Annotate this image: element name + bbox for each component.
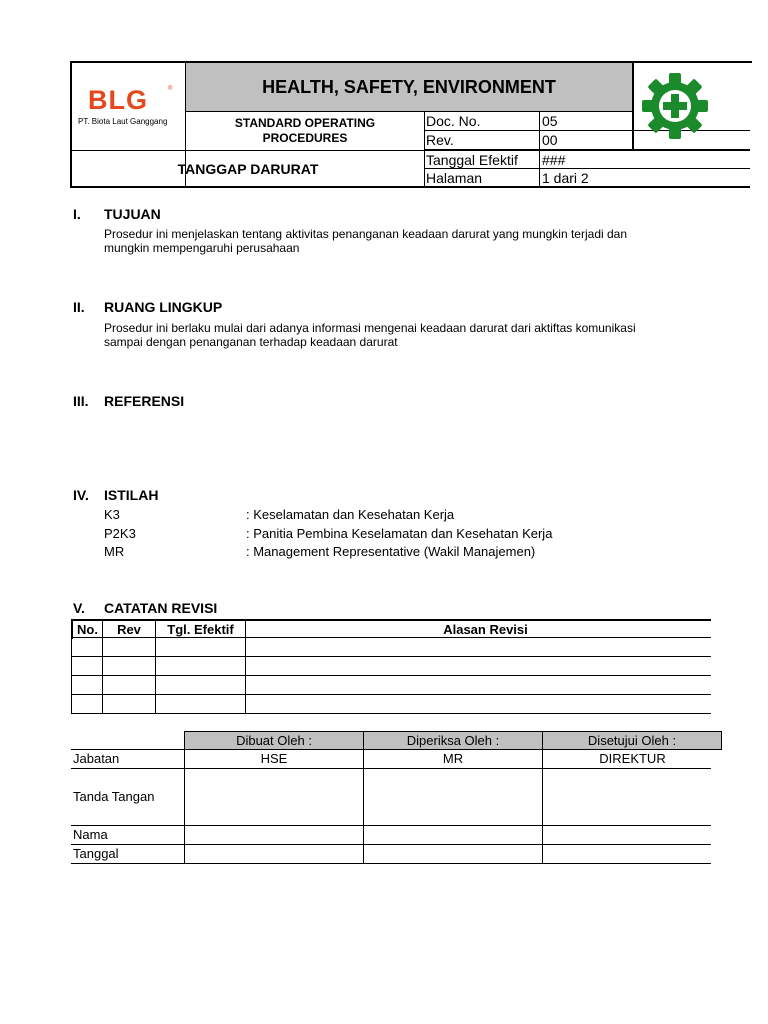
meta-key: Halaman xyxy=(425,169,540,187)
approval-row-tanggal xyxy=(71,845,711,864)
approval-row-nama xyxy=(71,826,711,845)
paragraph-line: Prosedur ini menjelaskan tentang aktivitas penanganan keadaan darurat yang mungkin terjadi dan xyxy=(104,227,628,241)
paragraph-line: Prosedur ini berlaku mulai dari adanya informasi mengenai keadaan darurat dari aktiftas komunikasi xyxy=(104,321,636,335)
safety-logo-cell xyxy=(632,61,752,150)
table-row xyxy=(71,657,711,676)
term-p2k3-definition: : Panitia Pembina Keselamatan dan Kesehatan Kerja xyxy=(246,526,553,541)
section-title: RUANG LINGKUP xyxy=(104,299,223,315)
section-number: I. xyxy=(73,206,81,222)
meta-row-tanggal-efektif xyxy=(425,150,750,169)
jabatan-dibuat: HSE xyxy=(184,750,363,768)
doc-title: TANGGAP DARURAT xyxy=(72,150,425,188)
header-disetujui-oleh: Disetujui Oleh : xyxy=(542,731,722,750)
sop-line-2: PROCEDURES xyxy=(262,131,348,145)
header-alasan-revisi: Alasan Revisi xyxy=(245,621,725,639)
company-logo: BLG xyxy=(88,85,148,115)
meta-value: ### xyxy=(542,152,566,168)
section-number: IV. xyxy=(73,487,89,503)
row-label: Nama xyxy=(73,827,108,842)
table-row xyxy=(71,695,711,714)
revision-table-header xyxy=(71,619,711,638)
section-number: II. xyxy=(73,299,85,315)
table-row xyxy=(71,638,711,657)
meta-value: 05 xyxy=(542,113,558,129)
signature-dibuat xyxy=(184,769,363,825)
section-number: III. xyxy=(73,393,89,409)
row-label: Jabatan xyxy=(73,751,120,766)
header-tgl-efektif: Tgl. Efektif xyxy=(155,621,245,639)
term-p2k3: P2K3 xyxy=(104,526,136,541)
header-rev: Rev xyxy=(102,621,155,639)
signature-disetujui xyxy=(542,769,722,825)
row-label: Tanggal xyxy=(73,846,119,861)
meta-key: Rev. xyxy=(425,131,540,149)
section-title: ISTILAH xyxy=(104,487,159,503)
jabatan-diperiksa: MR xyxy=(363,750,542,768)
meta-key: Tanggal Efektif xyxy=(425,151,540,169)
registered-mark: ® xyxy=(168,86,173,92)
term-k3-definition: : Keselamatan dan Kesehatan Kerja xyxy=(246,507,455,522)
header-diperiksa-oleh: Diperiksa Oleh : xyxy=(363,731,543,750)
meta-key: Doc. No. xyxy=(425,112,540,130)
sop-line-1: STANDARD OPERATING xyxy=(234,116,376,130)
jabatan-disetujui: DIREKTUR xyxy=(542,750,722,768)
row-label: Tanda Tangan xyxy=(73,789,155,804)
section-title: CATATAN REVISI xyxy=(104,600,218,616)
table-row xyxy=(71,676,711,695)
section-ruang-lingkup-text xyxy=(104,321,768,349)
section-title: TUJUAN xyxy=(104,206,161,222)
paragraph-line: mungkin mempengaruhi perusahaan xyxy=(104,241,300,255)
section-number: V. xyxy=(73,600,85,616)
term-k3: K3 xyxy=(104,507,120,522)
section-title: REFERENSI xyxy=(104,393,185,409)
approval-row-jabatan xyxy=(71,749,711,769)
paragraph-line: sampai dengan penanganan terhadap keadaan darurat xyxy=(104,335,398,349)
hse-title: HEALTH, SAFETY, ENVIRONMENT xyxy=(186,61,632,112)
safety-gear-icon xyxy=(642,73,708,139)
header-no: No. xyxy=(71,621,102,639)
meta-row-halaman xyxy=(425,169,750,188)
term-mr: MR xyxy=(104,544,125,559)
header-dibuat-oleh: Dibuat Oleh : xyxy=(184,731,364,750)
meta-value: 1 dari 2 xyxy=(542,170,589,186)
term-mr-definition: : Management Representative (Wakil Manajemen) xyxy=(246,544,536,559)
company-name: PT. Biota Laut Ganggang xyxy=(78,117,168,126)
meta-value: 00 xyxy=(542,132,558,148)
section-tujuan-text xyxy=(104,227,768,255)
signature-diperiksa xyxy=(363,769,542,825)
document-header xyxy=(70,61,750,188)
approval-row-tanda-tangan xyxy=(71,769,711,826)
sop-label xyxy=(186,112,425,150)
